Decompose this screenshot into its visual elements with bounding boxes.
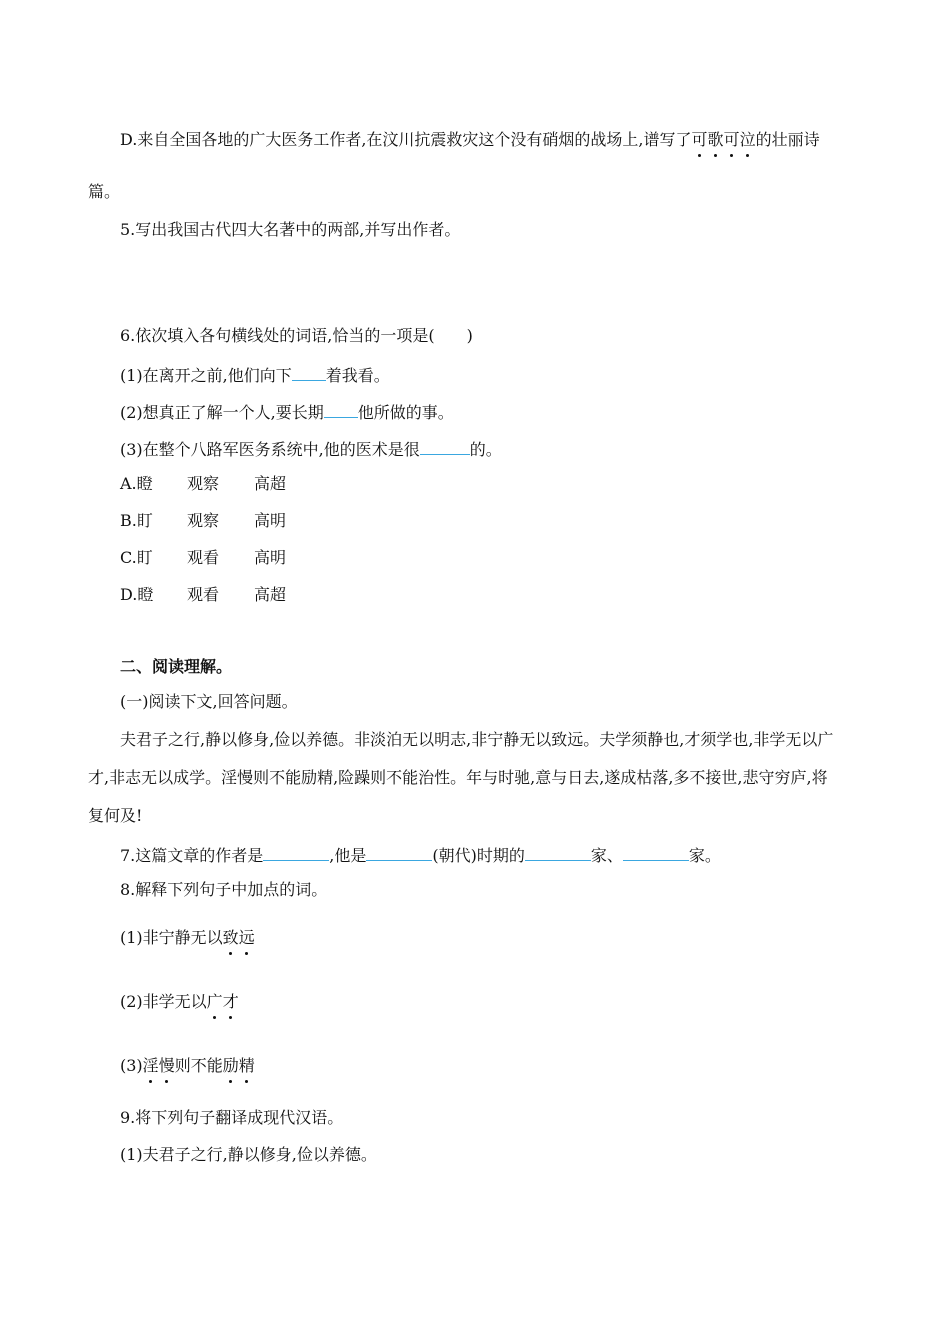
emphasis-char: 歌 [707,130,724,149]
item-text: (1)非宁静无以 [120,928,223,947]
question-8: 8.解释下列句子中加点的词。 [120,880,328,899]
emphasis-char: 励 [222,1056,239,1075]
item-text: (3) [120,1056,143,1075]
option-word: 观察 [187,511,220,530]
q7-text: 家。 [688,846,721,865]
q4-option-d [120,129,820,151]
option-word: 高明 [254,548,287,567]
emphasis-char: 慢 [158,1056,175,1075]
answer-blank[interactable] [420,436,470,455]
q8-item-1 [120,927,255,949]
emphasis-char: 淫 [142,1056,159,1075]
option-word: 观看 [187,548,220,567]
q9-item-1: (1)夫君子之行,静以修身,俭以养德。 [120,1145,377,1164]
emphasis-char: 广 [206,992,223,1011]
option-letter-word: C.盯 [120,548,153,567]
question-9: 9.将下列句子翻译成现代汉语。 [120,1108,344,1127]
emphasis-char: 可 [691,130,708,149]
emphasis-char: 致 [222,928,239,947]
q4d-suffix: 的壮丽诗 [755,130,820,149]
sentence-text: (1)在离开之前,他们向下 [120,366,292,385]
emphasis-char: 远 [238,928,255,947]
option-letter-word: D.瞪 [120,585,154,604]
emphasis-char: 可 [723,130,740,149]
q4d-prefix: D.来自全国各地的广大医务工作者,在汶川抗震救灾这个没有硝烟的战场上,谱写了 [120,130,692,149]
option-letter-word: A.瞪 [120,474,153,493]
question-7 [120,842,721,867]
passage-line: 夫君子之行,静以修身,俭以养德。非淡泊无以明志,非宁静无以致远。夫学须静也,才须学也,非学无以广 [120,730,834,749]
q6-option-d[interactable] [120,584,286,606]
emphasis-char: 精 [238,1056,255,1075]
emphasis-char: 泣 [739,130,756,149]
question-6-stem: 6.依次填入各句横线处的词语,恰当的一项是( ) [120,326,473,345]
passage-line: 复何及! [88,806,143,825]
sentence-text: 的。 [469,440,502,459]
q7-text: 家、 [590,846,623,865]
q6-option-b[interactable] [120,510,286,532]
sentence-text: 他所做的事。 [357,403,454,422]
dynasty-blank[interactable] [366,842,432,861]
passage-line: 才,非志无以成学。淫慢则不能励精,险躁则不能治性。年与时驰,意与日去,遂成枯落,多不接世,悲守穷庐,将 [88,768,828,787]
q6-option-c[interactable] [120,547,286,569]
q4d-continuation: 篇。 [88,182,121,201]
sentence-text: 着我看。 [325,366,390,385]
option-word: 观察 [187,474,220,493]
q7-text: 7.这篇文章的作者是 [120,846,264,865]
option-word: 高超 [254,474,287,493]
q6-sentence-2 [120,399,454,424]
section-heading: 二、阅读理解。 [120,657,233,676]
q6-sentence-3 [120,436,502,461]
reading-part-1-instruction: (一)阅读下文,回答问题。 [120,692,298,711]
q8-item-2 [120,991,239,1013]
q7-text: ,他是 [329,846,367,865]
role-blank-1[interactable] [525,842,591,861]
answer-blank[interactable] [292,362,326,381]
q6-option-a[interactable] [120,473,286,495]
option-word: 观看 [187,585,220,604]
q7-text: (朝代)时期的 [432,846,525,865]
option-word: 高超 [254,585,287,604]
item-text: 则不能 [174,1056,223,1075]
answer-blank[interactable] [324,399,358,418]
option-word: 高明 [254,511,287,530]
item-text: (2)非学无以 [120,992,207,1011]
q8-item-3 [120,1055,255,1077]
option-letter-word: B.盯 [120,511,153,530]
question-5: 5.写出我国古代四大名著中的两部,并写出作者。 [120,220,461,239]
author-blank[interactable] [263,842,329,861]
sentence-text: (3)在整个八路军医务系统中,他的医术是很 [120,440,420,459]
sentence-text: (2)想真正了解一个人,要长期 [120,403,324,422]
q6-sentence-1 [120,362,390,387]
emphasis-char: 才 [222,992,239,1011]
role-blank-2[interactable] [623,842,689,861]
